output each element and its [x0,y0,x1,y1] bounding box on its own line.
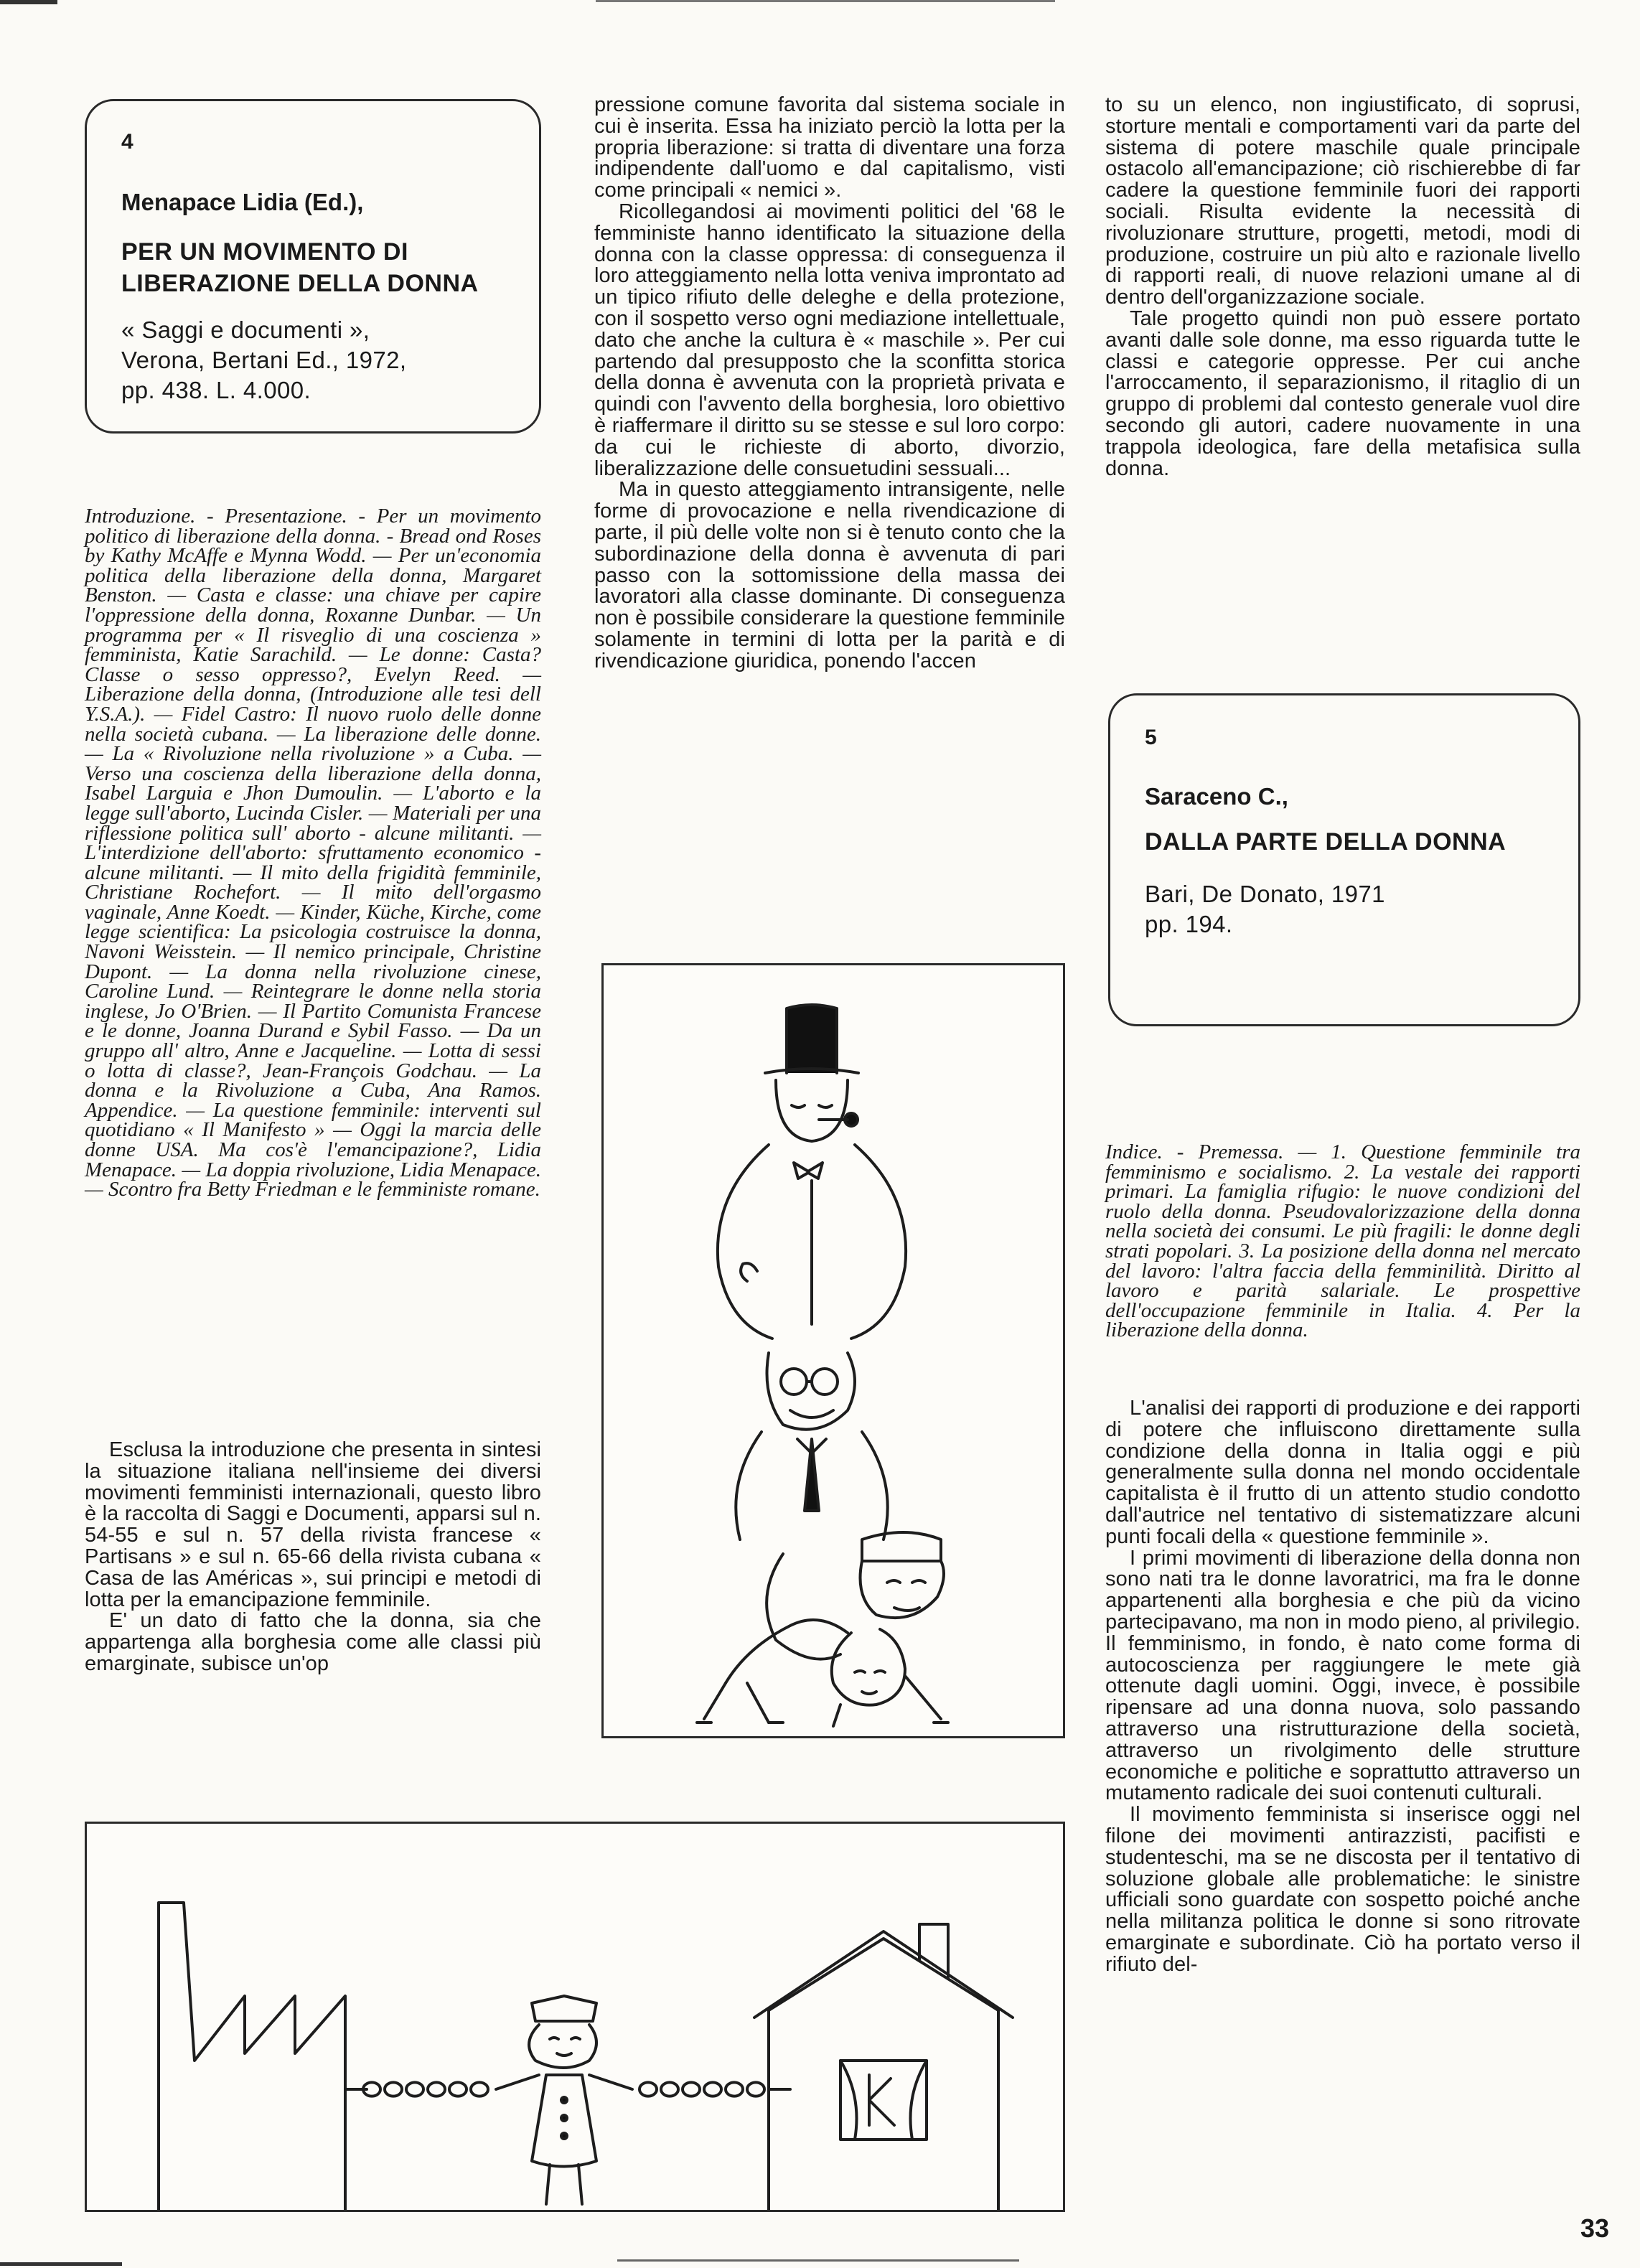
book-title: PER UN MOVIMENTO DI LIBERAZIONE DELLA DONNA [121,238,479,297]
top-rule-left [0,0,57,4]
paragraph: E' un dato di fatto che la donna, sia che appartenga alla borghesia come alle classi più emarginate, subisce un'op [85,1609,541,1675]
bottom-rule-center [617,2259,1019,2262]
review-book-5: L'analisi dei rapporti di produzione e dei rapporti di potere che influiscono direttamente sulla condizione della donna in Italia oggi e più generalmente sulla donna nel mondo occidentale capitalista è il frutto di un attento studio condotto dall'autrice nel tentativo di sistematizzare alcuni punti focali della « questione femminile ». I primi movimenti di liberazione della donna non sono nati tra le donne lavoratrici, ma fra le donne appartenenti alla borghesia e che più da vicino partecipavano, ma non in modo pieno, al privilegio. Il femminismo, in fondo, è nato come forma di autocoscienza per raggiungere le mete già ottenute dagli uomini. Oggi, invece, è possibile ripensare ad una donna nuova, solo passando attraverso una ristrutturazione della società, attraverso un rivolgimento delle strutture economiche e politiche e soprattutto attraverso un mutamento radicale dei suoi contenuti culturali. Il movimento femminista si inserisce oggi nel filone dei movimenti antirazzisti, pacifisti e studenteschi, ma se ne discosta per il tentativo di soluzione globale alle problematiche: le sinistre ufficiali sono guardate con sospetto poiché anche nella militanza politica le donne si sono ritrovate emarginate e subordinate. Ciò ha portato verso il rifiuto del- [1105,1397,1580,1976]
paragraph-continued: pressione comune favorita dal sistema sociale in cui è inserita. Essa ha iniziato perciò la lotta per la propria liberazione: si tratta di diventare una forza indipendente dall'uomo e dal capitalismo, visti come principali « nemici ». [594,93,1065,202]
cartoon-factory-and-house [85,1822,1065,2212]
paragraph: Ma in questo atteggiamento intransigente, nelle forme di provocazione e nella rivendicazione di parte, il più delle volte non si è tenuto conto che la subordinazione della donna è avvenuta di pari passo con la sottomissione della massa dei lavoratori alla classe dominante. Di conseguenza non è possibile considerare la questione femminile solamente in termini di lotta per la parità e di rivendicazione giuridica, ponendo l'accen [594,478,1065,673]
review-book-4-part2: pressione comune favorita dal sistema sociale in cui è inserita. Essa ha iniziato perciò la lotta per la propria liberazione: si tratta di diventare una forza indipendente dall'uomo e dal capitalismo, visti come principali « nemici ». Ricollegandosi ai movimenti politici del '68 le femministe hanno identificato la situazione della donna con la classe oppressa: di conseguenza il loro atteggiamento nella lotta veniva improntato ad un tipico rifiuto delle deleghe e della protezione, con il sospetto verso ogni mediazione intellettuale, dato che anche la cultura è « maschile ». Per cui partendo dal presupposto che la sconfitta storica della donna è avvenuta con la proprietà privata e quindi con l'avvento della borghesia, loro obiettivo è riaffermare il diritto su se stesse e sul loro corpo: da cui le richieste di aborto, divorzio, liberalizzazione delle consuetudini sessuali... Ma in questo atteggiamento intransigente, nelle forme di provocazione e nella rivendicazione di parte, il più delle volte non si è tenuto conto che la subordinazione della donna è avvenuta di pari passo con la sottomissione della massa dei lavoratori alla classe dominante. Di conseguenza non è possibile considerare la questione femminile solamente in termini di lotta per la parità e di rivendicazione giuridica, ponendo l'accen [594,93,1065,673]
contents-book-4: Introduzione. - Presentazione. - Per un movimento politico di liberazione della donna. - Bread ond Roses by Kathy McAffe e Mynna Wodd. — Per un'economia politica della liberazione della donna, Margaret Benston. — Casta e classe: una chiave per capire l'oppressione della donna, Roxanne Dunbar. — Un programma per « Il risveglio di una coscienza » femminista, Katie Sarachild. — Le donne: Casta? Classe o sesso oppresso?, Evelyn Reed. — Liberazione della donna, (Introduzione alle tesi dell Y.S.A.). — Fidel Castro: Il nuovo ruolo delle donne nella società cubana. — La liberazione delle donne. — La « Rivoluzione nella rivoluzione » a Cuba. — Verso una coscienza della liberazione della donna, Isabel Larguia e Jhon Dumoulin. — L'aborto e la legge sull'aborto, Lucinda Cisler. — Materiali per una riflessione politica sull' aborto - alcune militanti. — L'interdizione dell'aborto: sfruttamento economico - alcune militanti. — Il mito della frigidità femminile, Christiane Rochefort. — Il mito dell'orgasmo vaginale, Anne Koedt. — Kinder, Küche, Kirche, come legge scientifica: La psicologia costruisce la donna, Navoni Weisstein. — Il nemico principale, Christine Dupont. — La donna nella rivoluzione cinese, Caroline Lund. — Reintegrare le donne nella storia inglese, Jo O'Brien. — Il Partito Comunista Francese e le donne, Joanna Durand e Sybil Fasso. — Da un gruppo all' altro, Anne e Jacqueline. — Lotta di sessi o lotta di classe?, Jean-François Godchau. — La donna e la Rivoluzione a Cuba, Ana Ramos. Appendice. — La questione femminile: interventi sul quotidiano « Il Manifesto » — Oggi la marcia delle donne USA. Ma cos'è l'emancipazione?, Lidia Menapace. — La doppia rivoluzione, Lidia Menapace. — Scontro fra Betty Friedman e le femministe romane. [85,505,541,1201]
book-author: Menapace Lidia (Ed.), [121,189,364,215]
paragraph-continued: to su un elenco, non ingiustificato, di soprusi, storture mentali e comportamenti vari da parte del sistema di potere maschile quale principale ostacolo all'emancipazione; ciò rischierebbe di far cadere la questione femminile fuori dei rapporti sociali. Risulta evidente la necessità di rivoluzionare strutture, progetti, metodi, modi di produzione, costruire un più alto e razionale livello di rapporti reali, di nuove relazioni umane al di dentro dell'organizzazione sociale. [1105,93,1580,309]
book-publication: « Saggi e documenti », Verona, Bertani Ed., 1972, pp. 438. L. 4.000. [121,317,407,403]
cartoon-stacked-hierarchy [601,963,1065,1738]
illustration-tower-of-figures [604,965,1063,1736]
book-publication: Bari, De Donato, 1971 pp. 194. [1145,881,1385,937]
book-author: Saraceno C., [1145,783,1288,810]
review-book-4-part1: Esclusa la introduzione che presenta in sintesi la situazione italiana nell'insieme dei diversi movimenti femministi internazionali, questo libro è la raccolta di Saggi e Documenti, apparsi sul n. 54-55 e sul n. 57 della rivista francese « Partisans » e sul n. 65-66 della rivista cubana « Casa de las Américas », sui principi e metodi di lotta per la emancipazione femminile. E' un dato di fatto che la donna, sia che appartenga alla borghesia come alle classi più emarginate, subisce un'op [85,1438,541,1675]
book-number: 4 [121,130,133,154]
book-title: DALLA PARTE DELLA DONNA [1145,828,1507,856]
illustration-woman-chained [87,1824,1063,2210]
bottom-rule-left [0,2262,122,2266]
book-card-5 [1108,693,1580,1026]
book-card-4 [85,99,541,434]
top-rule-center [596,0,1055,2]
review-book-4-part3: to su un elenco, non ingiustificato, di soprusi, storture mentali e comportamenti vari da parte del sistema di potere maschile quale principale ostacolo all'emancipazione; ciò rischierebbe di far cadere la questione femminile fuori dei rapporti sociali. Risulta evidente la necessità di rivoluzionare strutture, progetti, metodi, modi di produzione, costruire un più alto e razionale livello di rapporti reali, di nuove relazioni umane al di dentro dell'organizzazione sociale. Tale progetto quindi non può essere portato avanti dalle sole donne, ma esso riguarda tutte le classi e categorie oppresse. Per cui anche l'arroccamento, il separazionismo, il ritaglio di un gruppo di problemi dal contesto generale vuol dire secondo gli autori, cadere nuovamente in una trappola ideologica, fare della metafisica sulla donna. [1105,93,1580,480]
book-number: 5 [1145,726,1157,749]
page-number: 33 [1580,2213,1610,2243]
contents-book-5: Indice. - Premessa. — 1. Questione femminile tra femminismo e socialismo. 2. La vestale dei rapporti primari. La famiglia rifugio: le nuove condizioni del ruolo della donna. Pseudovalorizzazione della donna nella società dei consumi. Le più fragili: le donne degli strati popolari. 3. La posizione della donna nel mercato del lavoro: l'altra faccia della femminilità. Diritto al lavoro e parità salariale. Le prospettive dell'occupazione femminile in Italia. 4. Per la liberazione della donna. [1105,1140,1580,1342]
